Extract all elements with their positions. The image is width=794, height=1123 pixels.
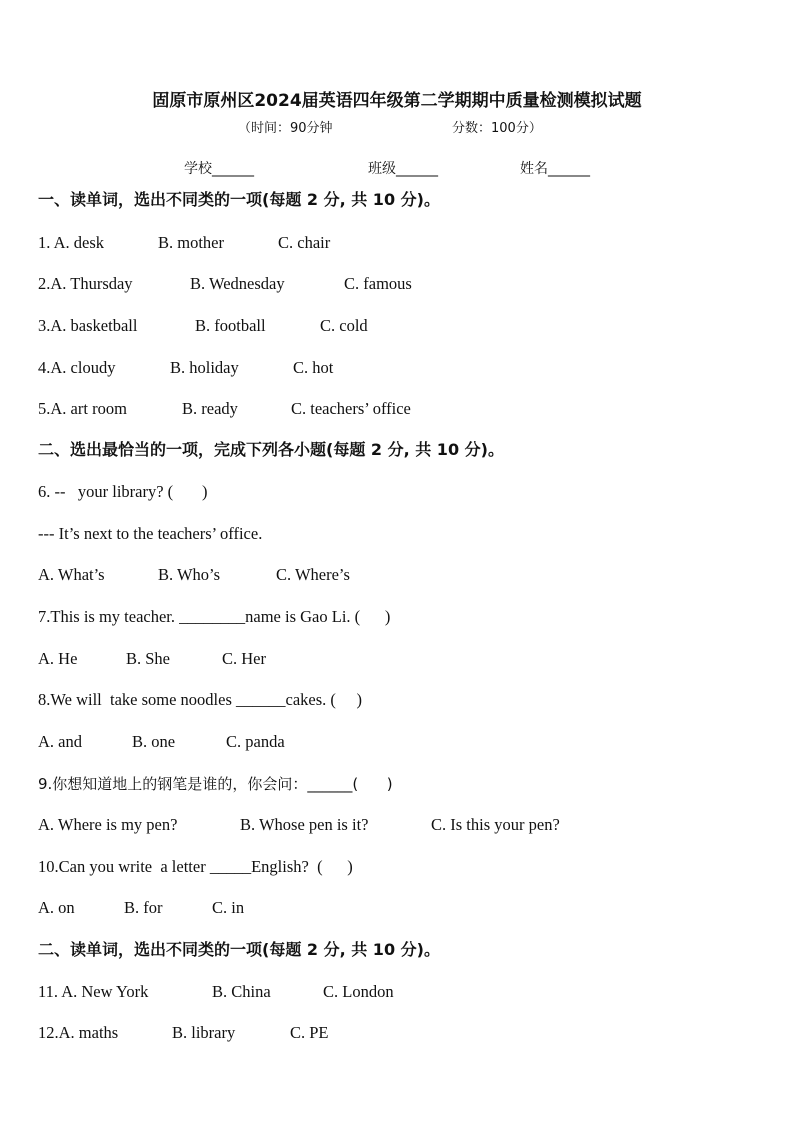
q9-option-c: C. Is this your pen?	[431, 815, 560, 834]
class-field[interactable]: 班级______	[368, 161, 438, 177]
q7-stem: 7.This is my teacher. ________name is Gao Li. ( )	[38, 607, 391, 626]
q12-option-b: B. library	[172, 1023, 236, 1042]
q6-option-b: B. Who’s	[158, 565, 221, 584]
school-field[interactable]: 学校______	[184, 161, 254, 177]
q5-option-c: C. teachers’ office	[291, 399, 411, 418]
q8-option-b: B. one	[132, 732, 176, 751]
q1-option-c: C. chair	[278, 233, 331, 252]
q8-option-c: C. panda	[226, 732, 285, 751]
q6-reply: --- It’s next to the teachers’ office.	[38, 524, 263, 543]
q8-option-a: A. and	[38, 732, 82, 751]
q7-option-a: A. He	[38, 649, 78, 668]
q4-option-b: B. holiday	[170, 358, 239, 377]
section-heading-3: 二、读单词，选出不同类的一项(每题 2 分, 共 10 分)。	[38, 940, 440, 959]
name-field[interactable]: 姓名______	[520, 161, 590, 177]
q4-option-a: 4.A. cloudy	[38, 358, 116, 377]
q11-option-a: 11. A. New York	[38, 982, 149, 1001]
q7-option-c: C. Her	[222, 649, 266, 668]
q6-option-c: C. Where’s	[276, 565, 350, 584]
q2-option-c: C. famous	[344, 274, 412, 293]
q8-stem: 8.We will take some noodles ______cakes. ( )	[38, 690, 363, 709]
q9-option-a: A. Where is my pen?	[38, 815, 178, 834]
q9-option-b: B. Whose pen is it?	[240, 815, 369, 834]
q11-option-c: C. London	[323, 982, 394, 1001]
q1-option-b: B. mother	[158, 233, 224, 252]
q1-option-a: 1. A. desk	[38, 233, 104, 252]
q5-option-b: B. ready	[182, 399, 238, 418]
q11-option-b: B. China	[212, 982, 271, 1001]
section-heading-1: 一、读单词，选出不同类的一项(每题 2 分, 共 10 分)。	[38, 190, 440, 209]
q12-option-a: 12.A. maths	[38, 1023, 119, 1042]
q6-stem: 6. -- your library? ( )	[38, 482, 208, 501]
q3-option-a: 3.A. basketball	[38, 316, 138, 335]
q10-option-b: B. for	[124, 898, 163, 917]
q3-option-b: B. football	[195, 316, 266, 335]
q10-stem: 10.Can you write a letter _____English? ( )	[38, 857, 353, 876]
q12-option-c: C. PE	[290, 1023, 329, 1042]
q6-option-a: A. What’s	[38, 565, 105, 584]
section-heading-2: 二、选出最恰当的一项，完成下列各小题(每题 2 分, 共 10 分)。	[38, 440, 504, 459]
exam-score: 分数：100分）	[452, 121, 542, 136]
q9-stem: 9.你想知道地上的钢笔是谁的，你会问：______( )	[38, 775, 393, 793]
q5-option-a: 5.A. art room	[38, 399, 127, 418]
q10-option-a: A. on	[38, 898, 75, 917]
q2-option-a: 2.A. Thursday	[38, 274, 133, 293]
q4-option-c: C. hot	[293, 358, 334, 377]
q3-option-c: C. cold	[320, 316, 368, 335]
exam-time: （时间：90分钟	[238, 121, 333, 136]
q2-option-b: B. Wednesday	[190, 274, 285, 293]
page-title: 固原市原州区2024届英语四年级第二学期期中质量检测模拟试题	[152, 91, 642, 111]
q10-option-c: C. in	[212, 898, 245, 917]
q7-option-b: B. She	[126, 649, 171, 668]
